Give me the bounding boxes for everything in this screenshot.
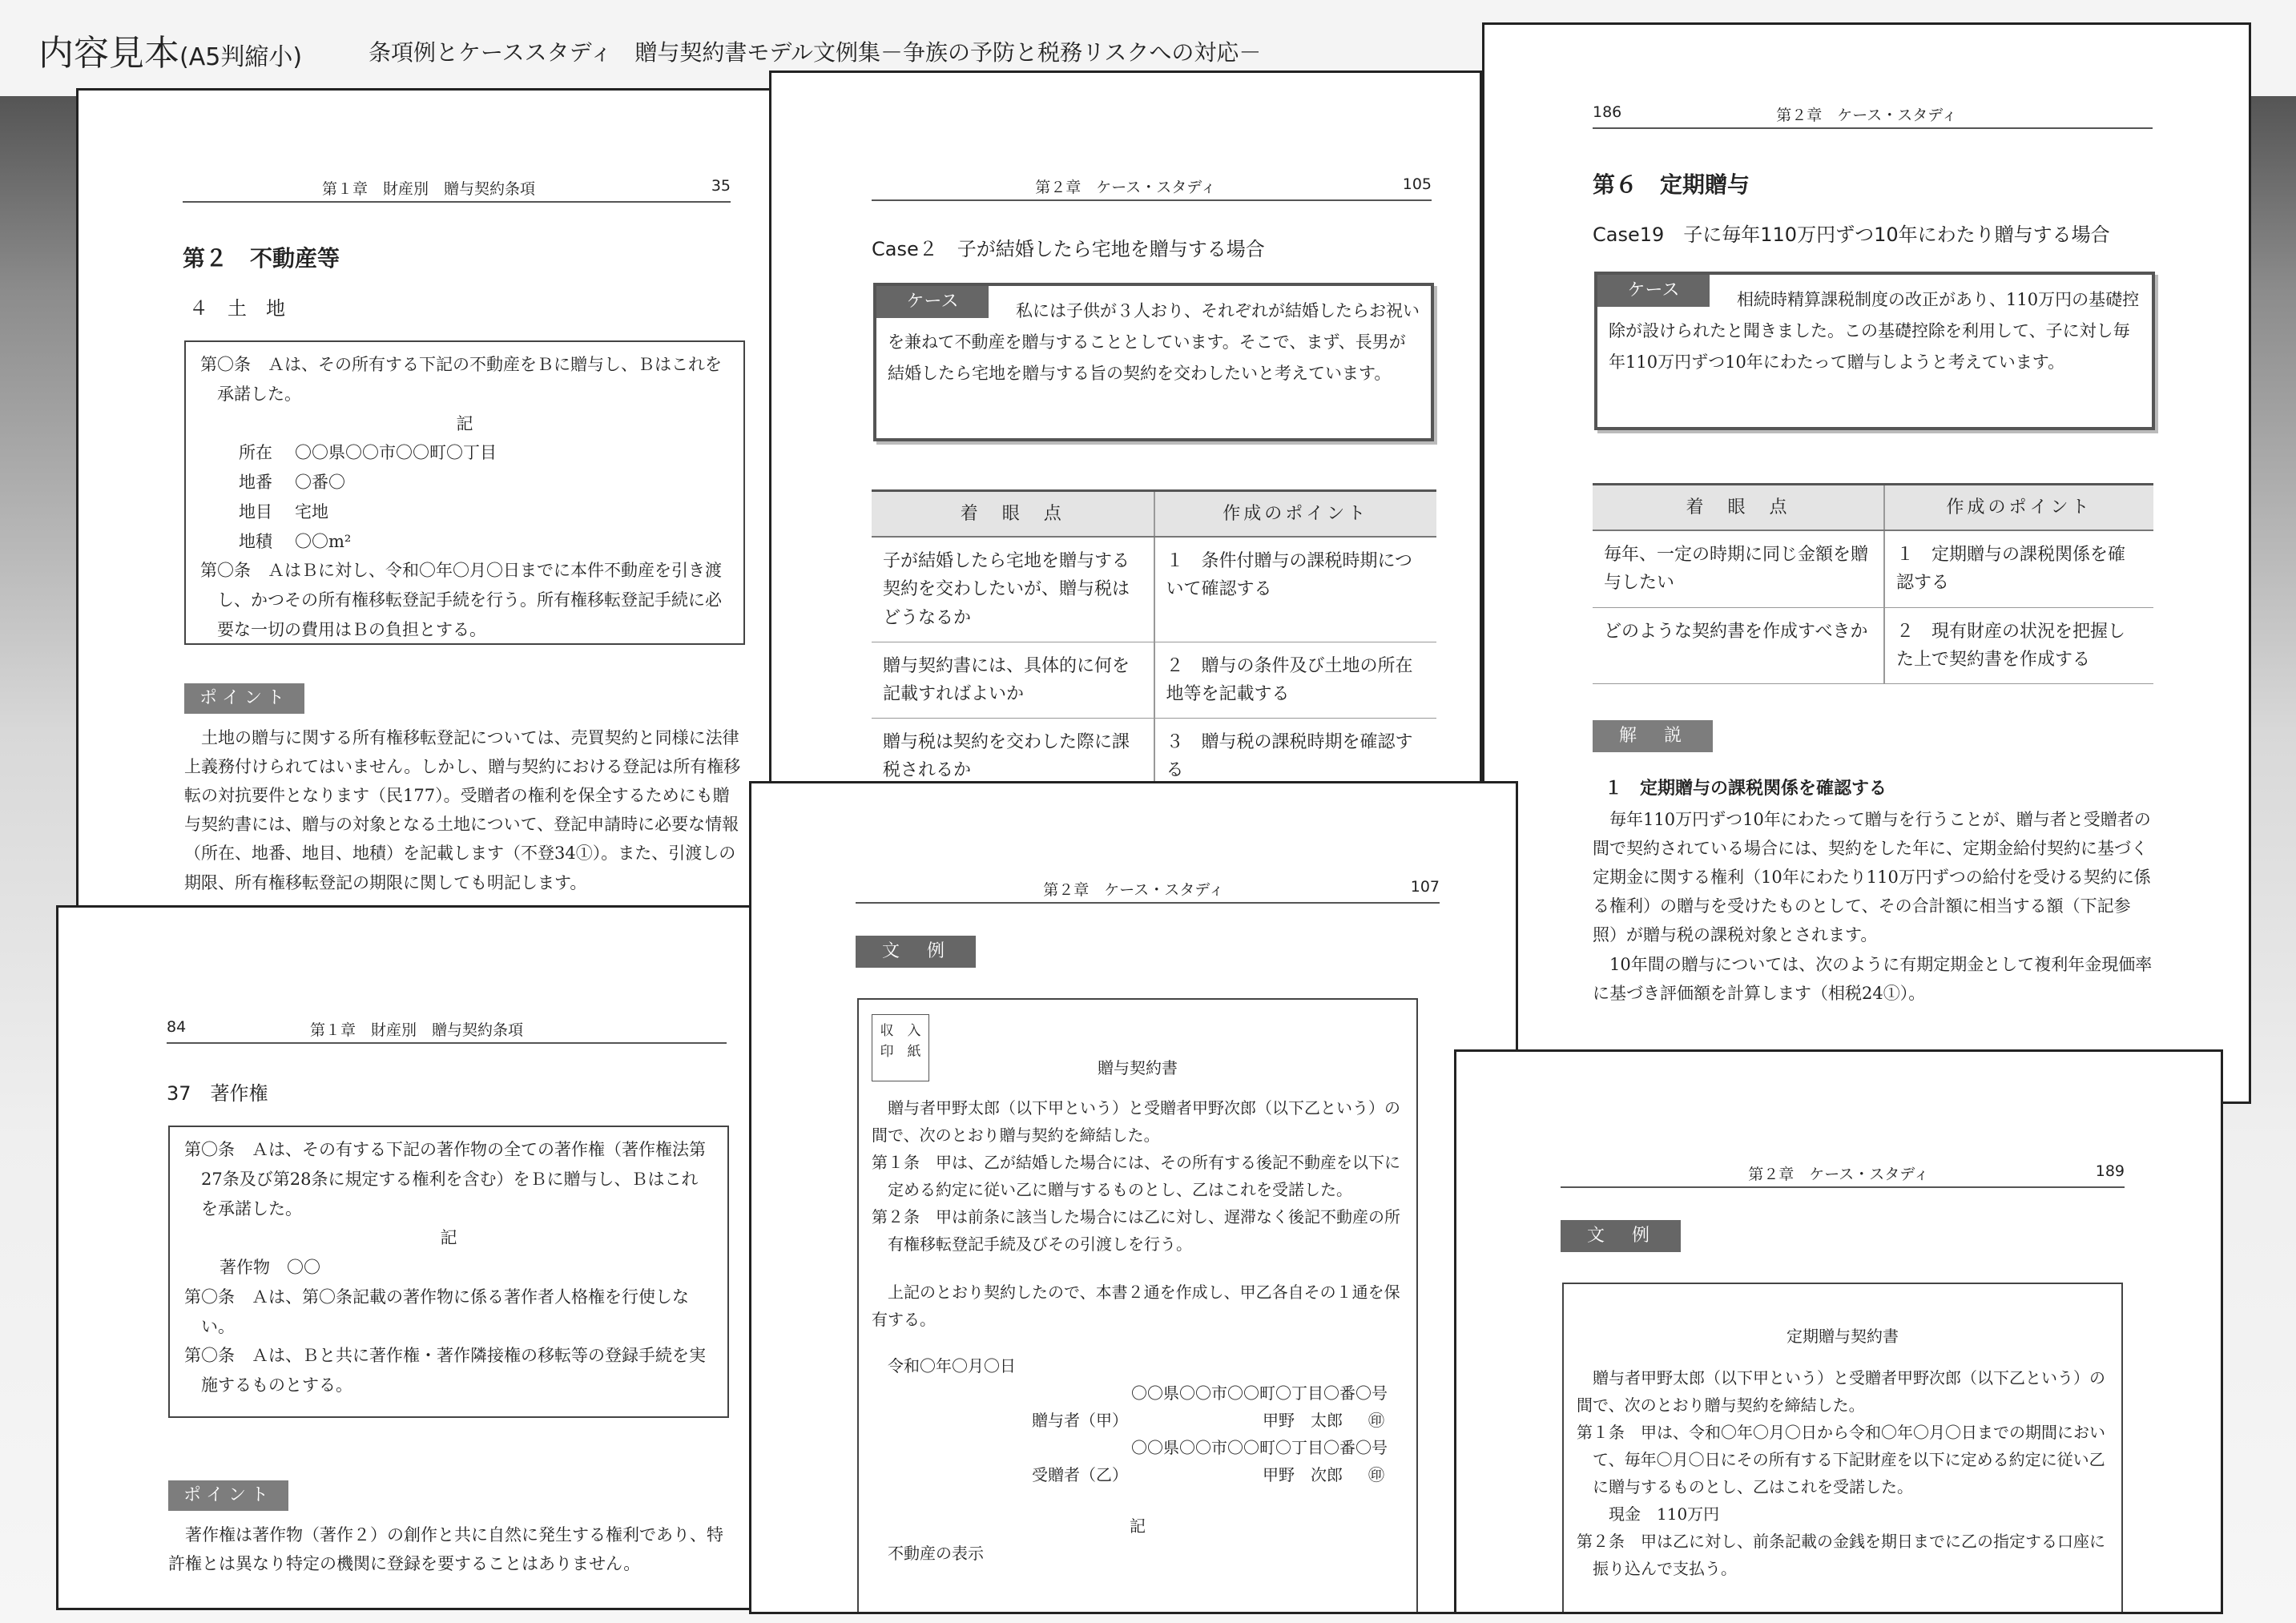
- point-text: 著作権は著作物（著作２）の創作と共に自然に発生する権利であり、特許権とは異なり特定の機関に登録を要することはありません。: [168, 1525, 723, 1574]
- seal-mark: ㊞: [1368, 1411, 1384, 1430]
- clause-box: 第〇条 Ａは、その所有する下記の不動産をＢに贈与し、Ｂはこれを承諾した。 記 所在 〇〇県〇〇市〇〇町〇丁目 地番 〇番〇 地目 宅地 地積 〇〇m² 第〇条 ＡはＢに対し、令和〇年〇月〇日までに本件不動産を引き渡し、かつその所有権移転登記手続を行う。所有権移転登記手続に必要な一切の費用はＢの負担とする。: [184, 340, 745, 645]
- page-35: 第１章 財産別 贈与契約条項 35 第２ 不動産等 ４ 土 地 第〇条 Ａは、その所有する下記の不動産をＢに贈与し、Ｂはこれを承諾した。 記 所在 〇〇県〇〇市〇〇町〇丁目 地番 〇番〇 地目 宅地 地積 〇〇m² 第〇条 ＡはＢに対し、令和〇年〇月〇日までに本件不動産を引き渡し、かつその所有権移転登記手続を行う。所有権移転登記手続に必要な一切の費用はＢの負担とする。 ポイント 土地の贈与に関する所有権移転登記については、売買契約と同様に法律上義務付けられてはいません。しかし、贈与契約における登記は所有権移転の対抗要件となります（民177）。受贈者の権利を保全するためにも贈与契約書には、贈与の対象となる土地について、登記申請時に必要な情報（所在、地番、地目、地積）を記載します（不登34①）。また、引渡しの期限、所有権移転登記の期限に関しても明記します。: [76, 88, 781, 913]
- section-title: 37 著作権: [167, 1082, 268, 1105]
- case-title: Case19 子に毎年110万円ずつ10年にわたり贈与する場合: [1593, 224, 2110, 246]
- kaisetsu-heading: １ 定期贈与の課税関係を確認する: [1605, 779, 1887, 799]
- subsection-title: ４ 土 地: [189, 297, 285, 320]
- page-189: 第２章 ケース・スタディ 189 文 例 定期贈与契約書 贈与者甲野太郎（以下甲という）と受贈者甲野次郎（以下乙という）の間で、次のとおり贈与契約を締結した。 第１条 甲は、令和〇年〇月〇日から令和〇年〇月〇日までの期間において、毎年〇月〇日にその所有する下記財産を以下に定める約定に従い乙に贈与するものとし、乙はこれを受諾した。 現金 110万円 第２条 甲は乙に対し、前条記載の金銭を期日までに乙の指定する口座に振り込んで支払う。: [1454, 1049, 2223, 1614]
- revenue-stamp-box: 収 入 印 紙: [872, 1014, 929, 1081]
- page-186: 186 第２章 ケース・スタディ 第６ 定期贈与 Case19 子に毎年110万円ずつ10年にわたり贈与する場合 ケース 相続時精算課税制度の改正があり、110万円の基礎控除が設けられたと聞きました。この基礎控除を利用して、子に対し毎年110万円ずつ10年にわたって贈与しようと考えています。 着 眼 点 作成のポイント 毎年、一定の時期に同じ金額を贈与したい １ 定期贈与の課税関係を確認する どのような契約書を作成すべきか ２ 現有財産の状況を把握した上で契約書を作成する 解 説 １ 定期贈与の課税関係を確認する 毎年110万円ずつ10年にわたって贈与を行うことが、贈与者と受贈者の間で契約されている場合には、契約をした年に、定期金給付契約に基づく定期金に関する権利（10年にわたり110万円ずつの給付を受ける契約に係る権利）の贈与を受けたものとして、その合計額に相当する額（下記参照）が贈与税の課税対象とされます。 10年間の贈与については、次のように有期定期金として複利年金現価率に基づき評価額を計算します（相税24①）。: [1482, 22, 2251, 1104]
- case-box: ケース 相続時精算課税制度の改正があり、110万円の基礎控除が設けられたと聞きました。この基礎控除を利用して、子に対し毎年110万円ずつ10年にわたって贈与しようと考えています。: [1594, 272, 2155, 430]
- clause-box: 第〇条 Ａは、その有する下記の著作物の全ての著作権（著作権法第27条及び第28条に規定する権利を含む）をＢに贈与し、Ｂはこれを承諾した。 記 著作物 〇〇 第〇条 Ａは、第〇条記載の著作物に係る著作者人格権を行使しない。 第〇条 Ａは、Ｂと共に著作権・著作隣接権の移転等の登録手続を実施するものとする。: [168, 1126, 729, 1418]
- property-item: 地番 〇番〇: [239, 473, 345, 492]
- table-header: 作成のポイント: [1154, 491, 1437, 538]
- point-tag: ポイント: [168, 1480, 288, 1511]
- table-row: 贈与税は契約を交わした際に課税されるか ３ 贈与税の課税時期を確認する: [872, 719, 1436, 783]
- page-105: 第２章 ケース・スタディ 105 Case２ 子が結婚したら宅地を贈与する場合 ケース 私には子供が３人おり、それぞれが結婚したらお祝いを兼ねて不動産を贈与することとしています。そこで、まず、長男が結婚したら宅地を贈与する旨の契約を交わしたいと考えています。 着 眼 点 作成のポイント 子が結婚したら宅地を贈与する契約を交わしたいが、贈与税はどうなるか １ 条件付贈与の課税時期について確認する 贈与契約書には、具体的に何を記載すればよいか ２ 贈与の条件及び土地の所在地等を記載する 贈与税は契約を交わした際に課税されるか ３ 贈与税の課税時期を確認する: [769, 70, 1482, 783]
- section-title: 第６ 定期贈与: [1593, 171, 1750, 198]
- contract-box: 定期贈与契約書 贈与者甲野太郎（以下甲という）と受贈者甲野次郎（以下乙という）の間で、次のとおり贈与契約を締結した。 第１条 甲は、令和〇年〇月〇日から令和〇年〇月〇日までの期間において、毎年〇月〇日にその所有する下記財産を以下に定める約定に従い乙に贈与するものとし、乙はこれを受諾した。 現金 110万円 第２条 甲は乙に対し、前条記載の金銭を期日までに乙の指定する口座に振り込んで支払う。: [1562, 1283, 2123, 1614]
- table-row: どのような契約書を作成すべきか ２ 現有財産の状況を把握した上で契約書を作成する: [1593, 607, 2153, 683]
- seal-mark: ㊞: [1368, 1465, 1384, 1484]
- table-header: 着 眼 点: [1593, 485, 1884, 531]
- kaisetsu-tag: 解 説: [1593, 720, 1713, 752]
- contract-title: 定期贈与契約書: [1786, 1327, 1899, 1346]
- property-item: 地目 宅地: [239, 501, 328, 522]
- bunrei-tag: 文 例: [856, 936, 976, 968]
- case-box: ケース 私には子供が３人おり、それぞれが結婚したらお祝いを兼ねて不動産を贈与することとしています。そこで、まず、長男が結婚したら宅地を贈与する旨の契約を交わしたいと考えています。: [873, 283, 1434, 441]
- table-header: 作成のポイント: [1884, 485, 2153, 531]
- point-tag: ポイント: [184, 683, 304, 714]
- catalog-title: 内容見本(A5判縮小): [38, 33, 303, 74]
- table-row: 贈与契約書には、具体的に何を記載すればよいか ２ 贈与の条件及び土地の所在地等を記載する: [872, 642, 1436, 718]
- points-table: [872, 489, 1436, 783]
- contract-box: 収 入 印 紙 贈与契約書 贈与者甲野太郎（以下甲という）と受贈者甲野次郎（以下乙という）の間で、次のとおり贈与契約を締結した。 第１条 甲は、乙が結婚した場合には、その所有する後記不動産を以下に定める約定に従い乙に贈与するものとし、乙はこれを受諾した。 第２条 甲は前条に該当した場合には乙に対し、遅滞なく後記不動産の所有権移転登記手続及びその引渡しを行う。 上記のとおり契約したので、本書２通を作成し、甲乙各自その１通を保有する。 令和〇年〇月〇日 〇〇県〇〇市〇〇町〇丁目〇番〇号 贈与者（甲） 甲野 太郎 ㊞ 〇〇県〇〇市〇〇町〇丁目〇番〇号 受贈者（乙） 甲野 次郎 ㊞ 記 不動産の表示: [857, 998, 1418, 1614]
- table-row: 子が結婚したら宅地を贈与する契約を交わしたいが、贈与税はどうなるか １ 条件付贈与の課税時期について確認する: [872, 537, 1436, 642]
- case-title: Case２ 子が結婚したら宅地を贈与する場合: [872, 238, 1265, 260]
- page-107: 第２章 ケース・スタディ 107 文 例 収 入 印 紙 贈与契約書 贈与者甲野太郎（以下甲という）と受贈者甲野次郎（以下乙という）の間で、次のとおり贈与契約を締結した。 第１条 甲は、乙が結婚した場合には、その所有する後記不動産を以下に定める約定に従い乙に贈与するものとし、乙はこれを受諾した。 第２条 甲は前条に該当した場合には乙に対し、遅滞なく後記不動産の所有権移転登記手続及びその引渡しを行う。 上記のとおり契約したので、本書２通を作成し、甲乙各自その１通を保有する。 令和〇年〇月〇日 〇〇県〇〇市〇〇町〇丁目〇番〇号 贈与者（甲） 甲野 太郎 ㊞ 〇〇県〇〇市〇〇町〇丁目〇番〇号 受贈者（乙） 甲野 次郎 ㊞ 記 不動産の表示: [749, 781, 1518, 1614]
- points-table: [1593, 483, 2153, 684]
- section-title: 第２ 不動産等: [183, 245, 340, 272]
- point-text: 土地の贈与に関する所有権移転登記については、売買契約と同様に法律上義務付けられてはいません。しかし、贈与契約における登記は所有権移転の対抗要件となります（民177）。受贈者の権利を保全するためにも贈与契約書には、贈与の対象となる土地について、登記申請時に必要な情報（所在、地番、地目、地積）を記載します（不登34①）。また、引渡しの期限、所有権移転登記の期限に関しても明記します。: [184, 728, 741, 892]
- table-row: 毎年、一定の時期に同じ金額を贈与したい １ 定期贈与の課税関係を確認する: [1593, 530, 2153, 607]
- contract-title: 贈与契約書: [1098, 1058, 1178, 1077]
- table-header: 着 眼 点: [872, 491, 1154, 538]
- property-item: 地積 〇〇m²: [239, 531, 352, 551]
- kaisetsu-text: 毎年110万円ずつ10年にわたって贈与を行うことが、贈与者と受贈者の間で契約されている場合には、契約をした年に、定期金給付契約に基づく定期金に関する権利（10年にわたり110万円ずつの給付を受ける契約に係る権利）の贈与を受けたものとして、その合計額に相当する額（下記参照）が贈与税の課税対象とされます。 10年間の贈与については、次のように有期定期金として複利年金現価率に基づき評価額を計算します（相税24①）。: [1593, 810, 2153, 1003]
- page-84: 84 第１章 財産別 贈与契約条項 37 著作権 第〇条 Ａは、その有する下記の著作物の全ての著作権（著作権法第27条及び第28条に規定する権利を含む）をＢに贈与し、Ｂはこれを承諾した。 記 著作物 〇〇 第〇条 Ａは、第〇条記載の著作物に係る著作者人格権を行使しない。 第〇条 Ａは、Ｂと共に著作権・著作隣接権の移転等の登録手続を実施するものとする。 ポイント 著作権は著作物（著作２）の創作と共に自然に発生する権利であり、特許権とは異なり特定の機関に登録を要することはありません。: [56, 905, 777, 1610]
- property-item: 所在 〇〇県〇〇市〇〇町〇丁目: [239, 443, 497, 463]
- series-title: 条項例とケーススタディ 贈与契約書モデル文例集－争族の予防と税務リスクへの対応－: [369, 39, 1262, 66]
- bunrei-tag: 文 例: [1561, 1220, 1681, 1252]
